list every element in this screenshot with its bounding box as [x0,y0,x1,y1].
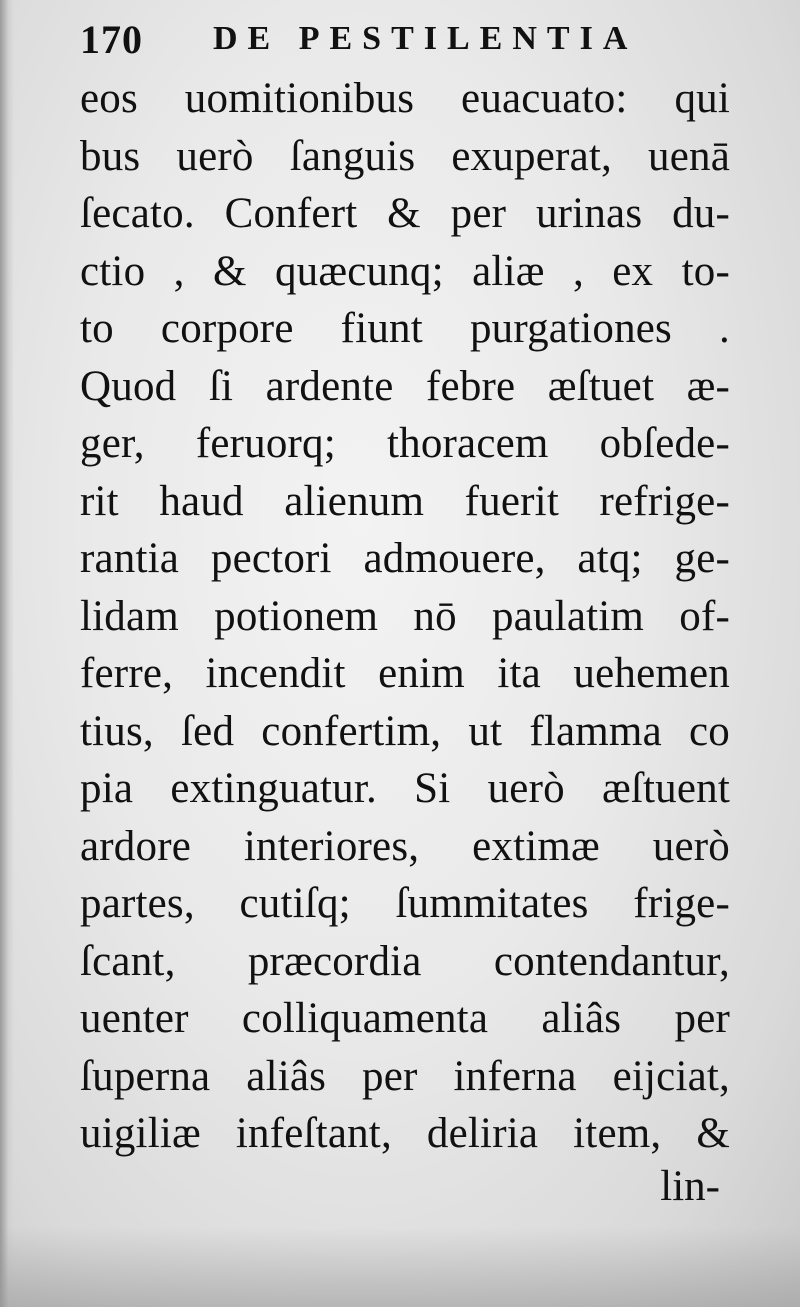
page-number: 170 [80,16,143,62]
text-line: uigiliæ infeſtant, deliria item, & [80,1110,730,1157]
text-line: rantia pectori admouere, atq; ge- [80,535,730,582]
text-line: Quod ſi ardente febre æſtuet æ- [80,362,730,410]
page-bottom-shadow [0,1227,800,1307]
text-line: lidam potionem nō paulatim of- [80,592,730,640]
text-line: to corpore fiunt purgationes . [80,305,730,352]
text-line: rit haud alienum fuerit refrige- [80,477,730,525]
text-line: partes, cutiſq; ſummitates frige- [80,880,730,927]
page-edge-shadow [0,0,14,1307]
text-line: bus uerò ſanguis exuperat, uenā [80,132,730,180]
text-line: ſcant, præcordia contendantur, [80,937,730,985]
text-line: ferre, incendit enim ita uehemen [80,650,730,697]
running-head: DE PESTILENTIA [213,20,638,57]
text-line: eos uomitionibus euacuato: qui [80,75,730,122]
text-line: tius, ſed confertim, ut flamma co [80,707,730,755]
catchword: lin- [660,1163,720,1210]
body-text [80,70,730,1163]
text-line: uenter colliquamenta aliâs per [80,995,730,1042]
text-line: ardore interiores, extimæ uerò [80,822,730,870]
page-header [80,14,720,64]
text-line: ctio , & quæcunq; aliæ , ex to- [80,247,730,295]
text-line: ſecato. Confert & per urinas du- [80,190,730,237]
text-line: ger, feruorq; thoracem obſede- [80,420,730,467]
text-line: ſuperna aliâs per inferna eijciat, [80,1052,730,1100]
text-line: pia extinguatur. Si uerò æſtuent [80,765,730,812]
